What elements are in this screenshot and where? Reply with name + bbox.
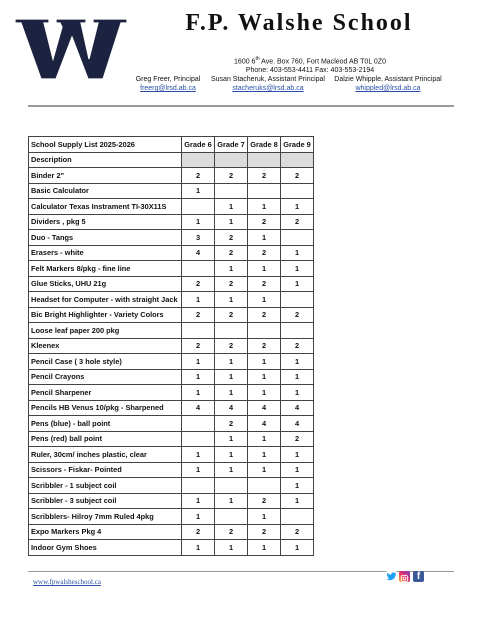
table-row [29, 369, 314, 385]
header-grade-9: Grade 9 [281, 137, 314, 153]
qty-grade-8: 1 [248, 385, 281, 401]
supply-item-name: Pencil Crayons [29, 369, 182, 385]
qty-grade-6: 1 [182, 493, 215, 509]
table-title-cell: School Supply List 2025-2026 [29, 137, 182, 153]
table-row [29, 354, 314, 370]
qty-grade-8: 2 [248, 214, 281, 230]
facebook-icon[interactable]: f [413, 571, 424, 582]
qty-grade-8: 1 [248, 540, 281, 556]
qty-grade-6: 1 [182, 183, 215, 199]
qty-grade-7: 2 [215, 416, 248, 432]
supply-item-name: Erasers - white [29, 245, 182, 261]
qty-grade-7 [215, 509, 248, 525]
qty-grade-6 [182, 199, 215, 215]
qty-grade-9: 1 [281, 276, 314, 292]
table-row [29, 416, 314, 432]
qty-grade-6 [182, 416, 215, 432]
supply-item-name: Pencil Case ( 3 hole style) [29, 354, 182, 370]
supply-item-name: Dividers , pkg 5 [29, 214, 182, 230]
qty-grade-8: 4 [248, 400, 281, 416]
qty-grade-6: 1 [182, 509, 215, 525]
qty-grade-8: 1 [248, 462, 281, 478]
qty-grade-6: 2 [182, 276, 215, 292]
qty-grade-9: 2 [281, 431, 314, 447]
qty-grade-8: 2 [248, 524, 281, 540]
qty-grade-8: 1 [248, 261, 281, 277]
qty-grade-6: 3 [182, 230, 215, 246]
qty-grade-9: 1 [281, 354, 314, 370]
staff-email-link[interactable]: stacheruks@lrsd.ab.ca [232, 85, 304, 92]
header-divider [28, 105, 454, 107]
website-link[interactable]: www.fpwalsheschool.ca [33, 578, 101, 586]
table-header-row [29, 137, 314, 153]
supply-item-name: Kleenex [29, 338, 182, 354]
qty-grade-7: 2 [215, 168, 248, 184]
qty-grade-8: 1 [248, 447, 281, 463]
qty-grade-7: 1 [215, 292, 248, 308]
qty-grade-9: 1 [281, 385, 314, 401]
table-row [29, 323, 314, 339]
qty-grade-6: 1 [182, 385, 215, 401]
qty-grade-7: 1 [215, 385, 248, 401]
qty-grade-7: 1 [215, 540, 248, 556]
qty-grade-9 [281, 509, 314, 525]
qty-grade-7: 4 [215, 400, 248, 416]
qty-grade-7: 1 [215, 462, 248, 478]
qty-grade-9: 1 [281, 447, 314, 463]
supply-item-name: Duo - Tangs [29, 230, 182, 246]
qty-grade-8: 1 [248, 369, 281, 385]
supply-item-name: Scribbler - 3 subject coil [29, 493, 182, 509]
qty-grade-7: 2 [215, 307, 248, 323]
table-row [29, 400, 314, 416]
qty-grade-9: 1 [281, 462, 314, 478]
table-row [29, 214, 314, 230]
address-line: 1600 6th Ave. Box 760, Fort Macleod AB T0L 0Z0 [234, 56, 386, 66]
qty-grade-9: 2 [281, 524, 314, 540]
qty-grade-6: 1 [182, 462, 215, 478]
supply-item-name: Scissors - Fiskar- Pointed [29, 462, 182, 478]
table-row [29, 183, 314, 199]
supply-item-name: Scribbler - 1 subject coil [29, 478, 182, 494]
qty-grade-6: 1 [182, 292, 215, 308]
qty-grade-6: 1 [182, 354, 215, 370]
supply-item-name: Pencil Sharpener [29, 385, 182, 401]
table-row [29, 509, 314, 525]
twitter-icon[interactable] [386, 571, 397, 582]
qty-grade-9 [281, 323, 314, 339]
instagram-icon[interactable] [399, 571, 410, 582]
qty-grade-7 [215, 323, 248, 339]
supply-item-name: Ruler, 30cm/ inches plastic, clear [29, 447, 182, 463]
supply-item-name: Glue Sticks, UHU 21g [29, 276, 182, 292]
staff-name: Dalzie Whipple, Assistant Principal [334, 76, 442, 83]
qty-grade-7: 1 [215, 354, 248, 370]
table-row [29, 447, 314, 463]
staff-principal [134, 75, 202, 93]
qty-grade-8: 2 [248, 307, 281, 323]
header-grade-7: Grade 7 [215, 137, 248, 153]
qty-grade-8: 2 [248, 245, 281, 261]
table-row [29, 540, 314, 556]
qty-grade-6 [182, 323, 215, 339]
staff-name: Susan Stacheruk, Assistant Principal [210, 76, 325, 83]
supply-item-name: Pens (blue) - ball point [29, 416, 182, 432]
qty-grade-8 [248, 323, 281, 339]
instagram-glyph [399, 573, 410, 584]
qty-grade-8: 1 [248, 230, 281, 246]
supply-item-name: Pencils HB Venus 10/pkg - Sharpened [29, 400, 182, 416]
qty-grade-8: 1 [248, 354, 281, 370]
table-row [29, 307, 314, 323]
qty-grade-8: 1 [248, 292, 281, 308]
qty-grade-6: 4 [182, 400, 215, 416]
supply-item-name: Loose leaf paper 200 pkg [29, 323, 182, 339]
qty-grade-9: 2 [281, 168, 314, 184]
table-row [29, 245, 314, 261]
supply-list-table [28, 136, 314, 556]
header-grade-6: Grade 6 [182, 137, 215, 153]
supply-item-name: Scribblers- Hilroy 7mm Ruled 4pkg [29, 509, 182, 525]
table-row [29, 493, 314, 509]
qty-grade-7: 1 [215, 369, 248, 385]
description-cell [281, 152, 314, 168]
description-cell [215, 152, 248, 168]
qty-grade-7: 2 [215, 338, 248, 354]
table-row [29, 292, 314, 308]
supply-item-name: Felt Markers 8/pkg - fine line [29, 261, 182, 277]
qty-grade-8: 4 [248, 416, 281, 432]
table-row [29, 276, 314, 292]
supply-item-name: Binder 2" [29, 168, 182, 184]
qty-grade-9: 2 [281, 307, 314, 323]
qty-grade-9: 1 [281, 199, 314, 215]
qty-grade-7: 2 [215, 230, 248, 246]
staff-name: Greg Freer, Principal [135, 76, 201, 83]
qty-grade-9: 1 [281, 540, 314, 556]
qty-grade-8: 2 [248, 493, 281, 509]
staff-email-link[interactable]: freerg@lrsd.ab.ca [140, 85, 196, 92]
qty-grade-6: 1 [182, 214, 215, 230]
qty-grade-7: 2 [215, 276, 248, 292]
qty-grade-9: 1 [281, 261, 314, 277]
qty-grade-6: 4 [182, 245, 215, 261]
qty-grade-8: 1 [248, 431, 281, 447]
supply-item-name: Calculator Texas Instrament TI-30X11S [29, 199, 182, 215]
qty-grade-7: 2 [215, 245, 248, 261]
qty-grade-9: 4 [281, 416, 314, 432]
table-row [29, 385, 314, 401]
supply-item-name: Bic Bright Highlighter - Variety Colors [29, 307, 182, 323]
qty-grade-6: 2 [182, 168, 215, 184]
qty-grade-9: 1 [281, 369, 314, 385]
qty-grade-6: 1 [182, 540, 215, 556]
qty-grade-7 [215, 478, 248, 494]
staff-assistant-principal-1 [208, 75, 328, 93]
qty-grade-8 [248, 478, 281, 494]
table-row [29, 524, 314, 540]
qty-grade-9: 2 [281, 338, 314, 354]
supply-item-name: Expo Markers Pkg 4 [29, 524, 182, 540]
qty-grade-7: 1 [215, 199, 248, 215]
description-label: Description [29, 152, 182, 168]
header-grade-8: Grade 8 [248, 137, 281, 153]
table-row [29, 462, 314, 478]
table-row [29, 199, 314, 215]
qty-grade-9 [281, 230, 314, 246]
qty-grade-9: 4 [281, 400, 314, 416]
qty-grade-6 [182, 431, 215, 447]
qty-grade-6: 2 [182, 524, 215, 540]
supply-item-name: Indoor Gym Shoes [29, 540, 182, 556]
qty-grade-6: 2 [182, 307, 215, 323]
address-block [140, 55, 480, 75]
table-row [29, 261, 314, 277]
qty-grade-7 [215, 183, 248, 199]
qty-grade-8: 1 [248, 509, 281, 525]
qty-grade-9: 2 [281, 214, 314, 230]
qty-grade-8: 2 [248, 276, 281, 292]
table-row [29, 230, 314, 246]
qty-grade-9: 1 [281, 478, 314, 494]
qty-grade-6: 1 [182, 369, 215, 385]
description-cell [182, 152, 215, 168]
school-logo-w [15, 15, 127, 81]
qty-grade-9: 1 [281, 493, 314, 509]
qty-grade-6: 1 [182, 447, 215, 463]
staff-email-link[interactable]: whippled@lrsd.ab.ca [355, 85, 421, 92]
phone-fax-line: Phone: 403-553-4411 Fax: 403-553-2194 [245, 67, 375, 75]
table-row [29, 478, 314, 494]
qty-grade-8: 1 [248, 199, 281, 215]
qty-grade-7: 1 [215, 261, 248, 277]
qty-grade-7: 2 [215, 524, 248, 540]
qty-grade-8 [248, 183, 281, 199]
staff-assistant-principal-2 [333, 75, 443, 93]
school-name: F.P. Walshe School [185, 10, 413, 36]
supply-item-name: Headset for Computer - with straight Jack [29, 292, 182, 308]
qty-grade-9 [281, 292, 314, 308]
qty-grade-8: 2 [248, 338, 281, 354]
supply-item-name: Pens (red) ball point [29, 431, 182, 447]
qty-grade-7: 1 [215, 431, 248, 447]
table-row [29, 168, 314, 184]
table-row [29, 338, 314, 354]
qty-grade-9 [281, 183, 314, 199]
qty-grade-6 [182, 261, 215, 277]
qty-grade-7: 1 [215, 214, 248, 230]
qty-grade-9: 1 [281, 245, 314, 261]
qty-grade-8: 2 [248, 168, 281, 184]
supply-item-name: Basic Calculator [29, 183, 182, 199]
table-row [29, 431, 314, 447]
qty-grade-6 [182, 478, 215, 494]
description-row [29, 152, 314, 168]
qty-grade-7: 1 [215, 493, 248, 509]
qty-grade-7: 1 [215, 447, 248, 463]
description-cell [248, 152, 281, 168]
qty-grade-6: 2 [182, 338, 215, 354]
